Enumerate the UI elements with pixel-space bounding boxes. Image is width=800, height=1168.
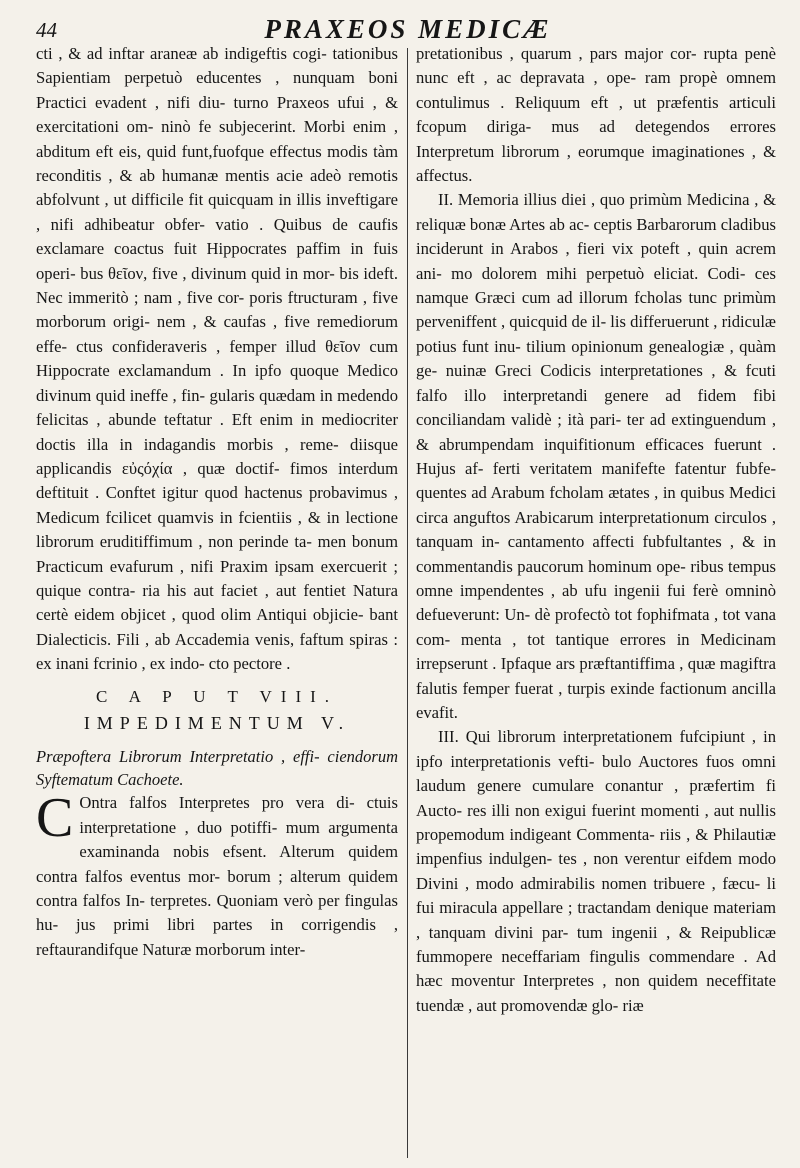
page-number: 44 bbox=[36, 18, 57, 42]
right-paragraph-2: II. Memoria illius diei , quo primùm Medicina , & reliquæ bonæ Artes ab ac- ceptis Barbarorum cladibus inciderunt in Arabos , fieri vix poteft , quin acrem ani- mo dolorem mihi perpetuò eliciat. Codi- ces namque Græci cum ad illorum fcholas tunc primùm perveniffent , quicquid de il- lis differuerunt , ridiculæ potius funt inu- tilium opinionum genealogiæ , quàm ge- nuinæ Greci Codicis interpretationes , & fcuti falfo illo interpretandi genere ad fidem fibi conciliandam validè ; ità pari- ter ad extinguendum , & abrumpendam inquifitionum efficaces fuerunt . Hujus af- ferti veritatem manifefte fatentur fubfe- quentes ad Arabum fcholam ætates , in quibus Medici circa anguftos Arabicarum interpretationum circulos , tanquam in- cantamento affecti fubfultantes , & in commentandis paucorum hominum ope- ribus tempus omne impendentes , ab ufu ingenii fui ferè omninò defueverunt: Un- dè profectò tot fophifmata , tot vana com- menta , tot tantique errores in Medicinam irrepserunt . Ipfaque ars præftantiffima , quæ magiftra falutis femper fuerat , turpis exinde factionum ancilla evafit. bbox=[416, 190, 776, 722]
left-column bbox=[36, 42, 398, 962]
running-title: PRAXEOS MEDICÆ bbox=[264, 14, 552, 44]
left-paragraph-2: Ontra falfos Interpretes pro vera di- ctuis interpretatione , duo potiffi- mum argumenta examinanda nobis efsent. Alterum quidem contra falfos eventus mor- borum ; alterum quidem contra falfos In- terpretes. Quoniam verò per fingulas hu- jus primi libri partes in corrigendis , reftaurandifque Naturæ morborum inter- bbox=[36, 793, 398, 959]
right-paragraph-3: III. Qui librorum interpretationem fufcipiunt , in ipfo interpretationis vefti- bulo Auctores fuos omni laudum genere cumulare conantur , præfertim fi Aucto- res illi non exigui fuerint momenti , aut nullis propemodum indigeant Commenta- riis , & Philautiæ impenfius indulgen- tes , non verentur eifdem modo Divini , modo admirabilis nomen tribuere , fæcu- li fui miracula appellare ; tractandam denique materiam , tanquam divini par- tum ingenii , & Reipublicæ fummopere neceffariam fingulis commendare . Ad hæc moventur Interpretes , non quidem neceffitate tuendæ , aut promovendæ glo- riæ bbox=[416, 727, 776, 1015]
drop-cap: C bbox=[36, 787, 74, 850]
left-paragraph-1: cti , & ad inftar araneæ ab indigeftis cogi- tationibus Sapientiam perpetuò educentes , nunquam boni Practici evadent , nifi diu- turno Praxeos ufui , & exercitationi om- ninò fe subjecerint. Morbi enim , abditum eft eis, quid funt,fuofque effectus modis tàm reconditis , & ab humanæ mentis acie adeò remotis abfolvunt , ut difficile fit quicquam in illis inveftigare , nifi adhibeatur obfer- vatio . Quibus de caufis exclamare coactus fuit Hippocrates paffim in fuis operi- bus θεῖον, five , divinum quid in mor- bis ideft. Nec immeritò ; nam , five cor- poris ftructuram , five morborum origi- nem , & caufas , five remediorum effe- ctus confideraveris , femper illud θεῖον cum Hippocrate exclamandum . In ipfo quoque Medico divinum quid ineffe , fin- gularis quædam in medendo felicitas , abunde teftatur . Eft enim in mediocriter doctis illa in indagandis morbis , reme- diisque applicandis εὐςόχία , quæ doctif- fimos interdum deftituit . Conftet igitur quod hactenus probavimus , Medicum fcilicet quamvis in fcientiis , & in lectione librorum eruditiffimum , non perinde ta- men bonum Practicum evafurum , nifi Praxim ipsam exercuerit ; quique contra- ria his aut faciet , aut fentiet Natura certè eidem objicet , quod olim Antiqui objicie- bant Dialecticis. Fili , ab Accademia venis, faftum spiras : ex inani fcrinio , ex indo- cto pectore . bbox=[36, 44, 398, 674]
chapter-heading: C A P U T VIII. bbox=[95, 686, 339, 706]
running-head bbox=[36, 10, 780, 44]
column-divider bbox=[407, 48, 408, 1158]
chapter-subtitle: Præpoftera Librorum Interpretatio , effi- ciendorum Syftematum Cachoete. bbox=[36, 747, 398, 790]
right-column bbox=[416, 42, 776, 1018]
left-paragraph-2-block bbox=[36, 787, 398, 962]
right-paragraph-1: pretationibus , quarum , pars major cor- rupta penè nunc eft , ac depravata , ope- ram propè omnem contulimus . Reliquum eft , ut præfentis articuli fcopum diriga- mus ad detegendos errores Interpretum librorum , eorumque imaginationes , & affectus. bbox=[416, 44, 776, 186]
impedimentum-heading: IMPEDIMENTUM V. bbox=[83, 712, 351, 733]
